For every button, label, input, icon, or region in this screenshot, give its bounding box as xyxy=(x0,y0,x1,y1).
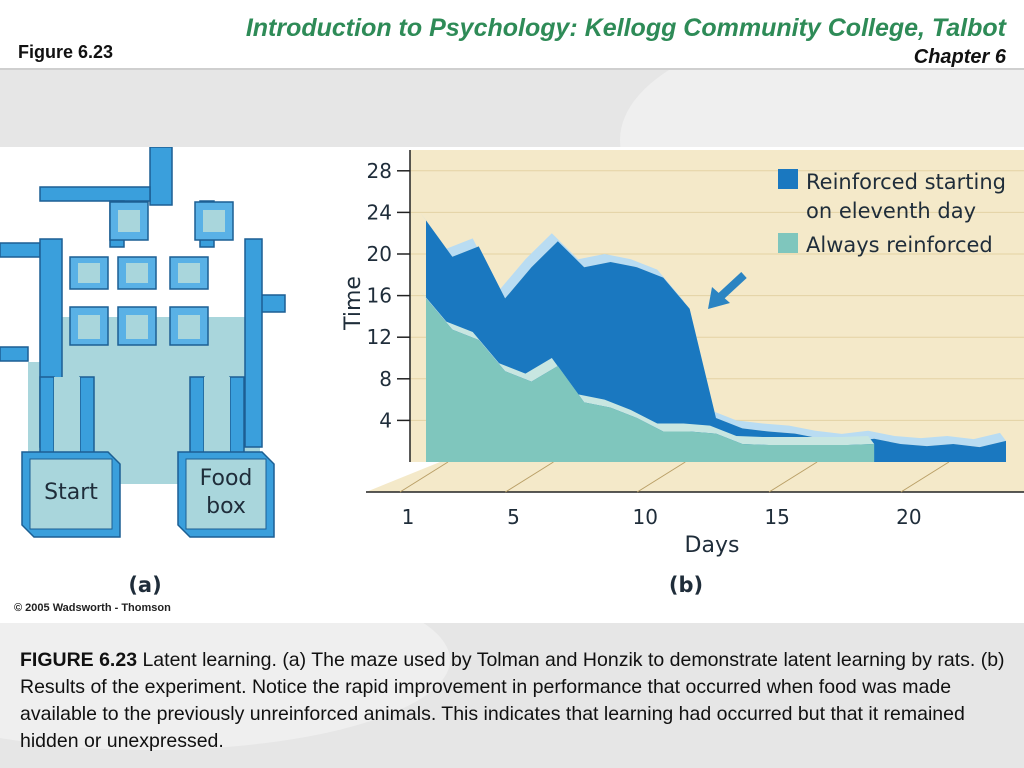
slide-header xyxy=(0,0,1024,70)
x-tick-label: 20 xyxy=(896,505,922,529)
figure-label: Figure 6.23 xyxy=(18,42,114,62)
y-tick-label: 8 xyxy=(379,366,392,391)
caption-text: Latent learning. (a) The maze used by Tolman and Honzik to demonstrate latent learning by rats. (b) Results of the experiment. Notice the rapid improvement in performance that occurred when food was made available to the previously unreinforced animals. This indicates that learning had occurred but that it remained hidden or unexpressed. xyxy=(20,649,1005,752)
copyright-notice: © 2005 Wadsworth - Thomson xyxy=(14,602,171,614)
y-tick-label: 28 xyxy=(366,158,392,183)
y-tick-label: 16 xyxy=(366,283,392,308)
figure-panel xyxy=(0,147,1024,623)
x-axis-label: Days xyxy=(684,533,740,558)
start-box xyxy=(22,452,120,537)
chapter-label: Chapter 6 xyxy=(913,46,1006,68)
legend-swatch-always xyxy=(778,233,798,253)
maze-diagram xyxy=(0,147,285,597)
legend-label-always: Always reinforced xyxy=(806,233,993,257)
x-tick-label: 5 xyxy=(507,505,520,529)
x-tick-label: 15 xyxy=(764,505,790,529)
chart-legend xyxy=(778,169,1006,257)
latent-learning-chart xyxy=(341,150,1024,597)
legend-label-reinforced-line2: on eleventh day xyxy=(806,199,977,223)
y-tick-label: 12 xyxy=(366,325,392,350)
food-box xyxy=(178,452,274,537)
food-label-line1: Food xyxy=(199,466,253,491)
legend-swatch-reinforced xyxy=(778,169,798,189)
x-axis-ticks xyxy=(402,505,922,529)
figure-graphics xyxy=(0,147,1024,623)
y-axis-label: Time xyxy=(341,276,366,330)
food-label-line2: box xyxy=(206,494,246,519)
x-tick-label: 1 xyxy=(401,505,415,529)
y-tick-label: 4 xyxy=(379,408,392,433)
chart-panel-label: (b) xyxy=(668,573,704,597)
legend-label-reinforced-line1: Reinforced starting xyxy=(806,170,1006,194)
maze-panel-label: (a) xyxy=(128,573,162,597)
x-tick-label: 10 xyxy=(632,505,658,529)
course-title: Introduction to Psychology: Kellogg Community College, Talbot xyxy=(245,14,1006,42)
y-axis-ticks xyxy=(367,159,410,433)
caption-lead: FIGURE 6.23 xyxy=(20,649,138,671)
start-label: Start xyxy=(44,480,98,505)
y-tick-label: 24 xyxy=(366,200,392,225)
y-tick-label: 20 xyxy=(366,242,392,266)
figure-caption xyxy=(20,647,1010,755)
